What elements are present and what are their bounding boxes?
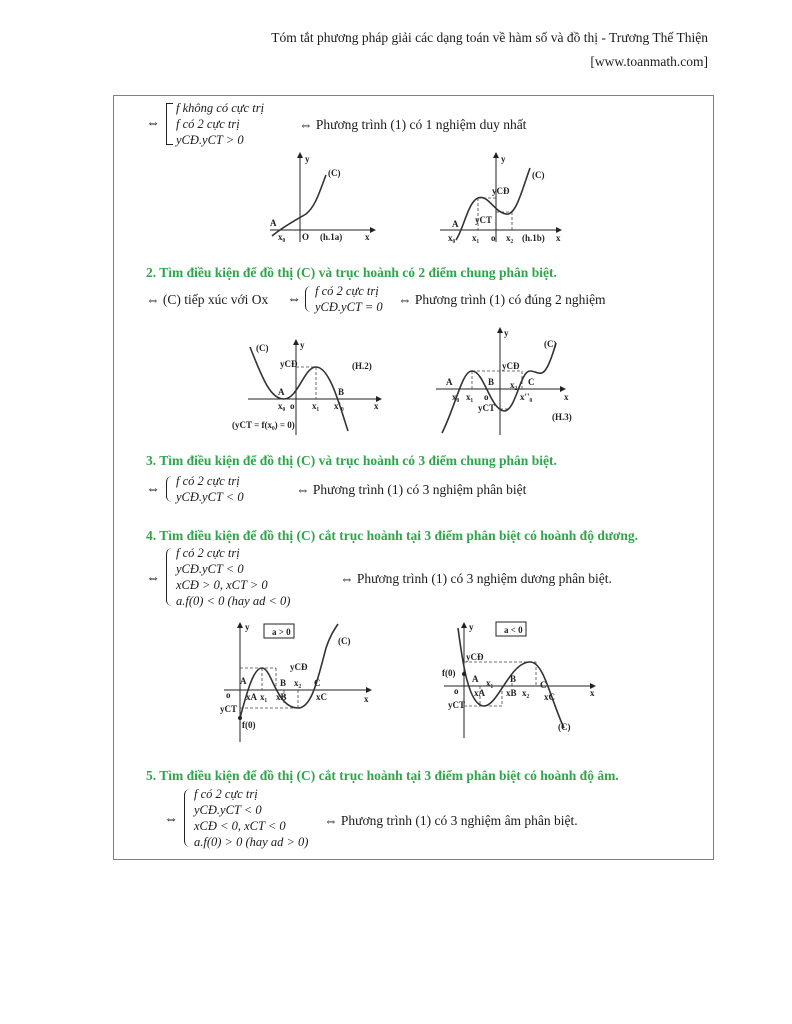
condition-line: xCĐ > 0, xCT > 0 (176, 578, 268, 592)
axis-label-y: y (305, 154, 310, 164)
point-a-label: A (452, 219, 459, 229)
result-case2: ⇔ Phương trình (1) có đúng 2 nghiệm (398, 292, 606, 307)
tick-x1: x₁ (472, 233, 480, 243)
iff-symbol: ⇔ (164, 812, 178, 827)
condition-line: yCĐ.yCT < 0 (176, 562, 244, 576)
tick-xb: xB (506, 688, 517, 698)
yct-label: yCT (478, 403, 496, 413)
graph-h1b (438, 150, 573, 245)
heading-case2: 2. Tìm điều kiện để đồ thị (C) và trục hoành có 2 điểm chung phân biệt. (146, 265, 557, 280)
point-a-label: A (472, 674, 479, 684)
origin-label: o (491, 233, 496, 243)
heading-case4: 4. Tìm điều kiện để đồ thị (C) cắt trục hoành tại 3 điểm phân biệt có hoành độ dương. (146, 528, 639, 543)
ycd-label: yCĐ (280, 359, 298, 369)
tick-x2: x₂ (294, 678, 302, 688)
result-case4: ⇔ Phương trình (1) có 3 nghiệm dương phân biệt. (340, 571, 612, 586)
curve-c (456, 168, 530, 240)
condition-line: f có 2 cực trị (315, 284, 379, 298)
condition-line: yCĐ.yCT < 0 (176, 490, 244, 504)
condition-line: f có 2 cực trị (176, 117, 240, 131)
condition-system-case3 (166, 473, 244, 505)
origin-label: o (290, 401, 295, 411)
iff-symbol: ⇔ (146, 571, 160, 586)
condition-line: yCĐ.yCT = 0 (315, 300, 383, 314)
curve-c (442, 343, 556, 433)
yct-label: yCT (448, 700, 466, 710)
origin-label: o (226, 690, 231, 700)
condition-line: a.f(0) > 0 (hay ad > 0) (194, 835, 309, 849)
axis-label-x: x (364, 694, 369, 704)
tick-x1: x₁ (466, 392, 474, 402)
axis-label-x: x (365, 232, 370, 242)
figure-label: (H.3) (552, 412, 572, 422)
origin-label: o (484, 392, 489, 402)
point-c-label: C (314, 678, 321, 688)
condition-line: yCĐ.yCT > 0 (176, 133, 244, 147)
axis-label-y: y (245, 622, 250, 632)
curve-label: (C) (558, 722, 571, 732)
axis-label-y: y (504, 328, 509, 338)
heading-case5: 5. Tìm điều kiện để đồ thị (C) cắt trục hoành tại 3 điểm phân biệt có hoành độ âm. (146, 768, 619, 783)
condition-box-label: a < 0 (504, 625, 523, 635)
graph-h3 (432, 325, 577, 437)
origin-label: O (302, 232, 310, 242)
condition-box-label: a > 0 (272, 627, 291, 637)
curve-label: (C) (256, 343, 269, 353)
condition-system-case5 (184, 786, 309, 850)
tick-xb: xB (276, 692, 287, 702)
heading-case3: 3. Tìm điều kiện để đồ thị (C) và trục hoành có 3 điểm chung phân biệt. (146, 453, 557, 468)
ycd-label: yCĐ (466, 652, 484, 662)
tick-xc: xC (316, 692, 327, 702)
tick-xc: xC (544, 692, 555, 702)
point-b-label: B (280, 678, 287, 688)
point-a-label: A (446, 377, 453, 387)
iff-symbol: ⇔ (146, 482, 160, 497)
page-header-title: Tóm tắt phương pháp giải các dạng toán về hàm số và đồ thị - Trương Thế Thiện (271, 30, 708, 45)
point-a-label: A (240, 676, 247, 686)
result-case1: ⇔ Phương trình (1) có 1 nghiệm duy nhất (299, 117, 527, 132)
axis-label-y: y (469, 622, 474, 632)
iff-symbol: ⇔ (146, 116, 160, 131)
yct-label: yCT (475, 215, 493, 225)
condition-system-case4 (166, 545, 291, 609)
condition-system-case1 (166, 100, 265, 148)
curve-label: (C) (328, 168, 341, 178)
point-a-label: A (278, 387, 285, 397)
tick-xa: xA (474, 688, 485, 698)
curve-c (250, 347, 348, 431)
result-case3: ⇔ Phương trình (1) có 3 nghiệm phân biệt (296, 482, 527, 497)
curve-label: (C) (338, 636, 351, 646)
condition-line: f có 2 cực trị (176, 546, 240, 560)
tick-x1: x₁ (260, 692, 268, 702)
point-b-label: B (510, 674, 517, 684)
graph-a-positive (218, 618, 378, 748)
figure-label: (H.2) (352, 361, 372, 371)
point-c-label: C (528, 377, 535, 387)
tick-x0: x₀ (448, 233, 456, 243)
tick-xa: xA (246, 692, 257, 702)
graph-a-negative (440, 618, 600, 738)
tick-x0: x₀ (452, 392, 460, 402)
tick-x2: x₂ (522, 688, 530, 698)
axis-label-x: x (590, 688, 595, 698)
condition-system-case2 (305, 283, 383, 315)
graph-h1a (262, 150, 382, 245)
tick-x0: x₀ (278, 401, 286, 411)
tick-x2: x₂ (510, 380, 518, 390)
tick-x0-prime: x'₀ (334, 401, 344, 411)
tick-x1: x₁ (312, 401, 320, 411)
page-header-website: [www.toanmath.com] (590, 54, 708, 69)
tangent-condition: ⇔ (C) tiếp xúc với Ox (146, 292, 269, 307)
iff-symbol: ⇔ (287, 292, 301, 307)
curve-label: (C) (544, 339, 557, 349)
condition-line: yCĐ.yCT < 0 (194, 803, 262, 817)
axis-label-y: y (501, 154, 506, 164)
f0-label: f(0) (242, 720, 256, 730)
tick-x1: x₁ (486, 678, 494, 688)
tick-x0: x₀ (278, 232, 286, 242)
condition-line: f có 2 cực trị (176, 474, 240, 488)
condition-line: f có 2 cực trị (194, 787, 258, 801)
tick-x2: x₂ (506, 233, 514, 243)
tick-x0-double-prime: x''₀ (520, 392, 533, 402)
axis-label-y: y (300, 340, 305, 350)
curve-c (272, 175, 326, 236)
condition-line: a.f(0) < 0 (hay ad < 0) (176, 594, 291, 608)
origin-label: o (454, 686, 459, 696)
curve-label: (C) (532, 170, 545, 180)
tangency-note: (yCT = f(x₀) = 0) (232, 420, 295, 430)
point-a-label: A (270, 218, 277, 228)
graph-h2 (228, 337, 388, 437)
axis-label-x: x (374, 401, 379, 411)
condition-line: f không có cực trị (176, 101, 265, 115)
result-case5: ⇔ Phương trình (1) có 3 nghiệm âm phân biệt. (324, 813, 578, 828)
axis-label-x: x (564, 392, 569, 402)
condition-line: xCĐ < 0, xCT < 0 (194, 819, 286, 833)
point-b-label: B (488, 377, 495, 387)
f0-label: f(0) (442, 668, 456, 678)
ycd-label: yCĐ (290, 662, 308, 672)
ycd-label: yCĐ (492, 186, 510, 196)
ycd-label: yCĐ (502, 361, 520, 371)
point-b-label: B (338, 387, 345, 397)
yct-label: yCT (220, 704, 238, 714)
axis-label-x: x (556, 233, 561, 243)
point-c-label: C (540, 680, 547, 690)
figure-label: (h.1b) (522, 233, 545, 243)
figure-label: (h.1a) (320, 232, 343, 242)
